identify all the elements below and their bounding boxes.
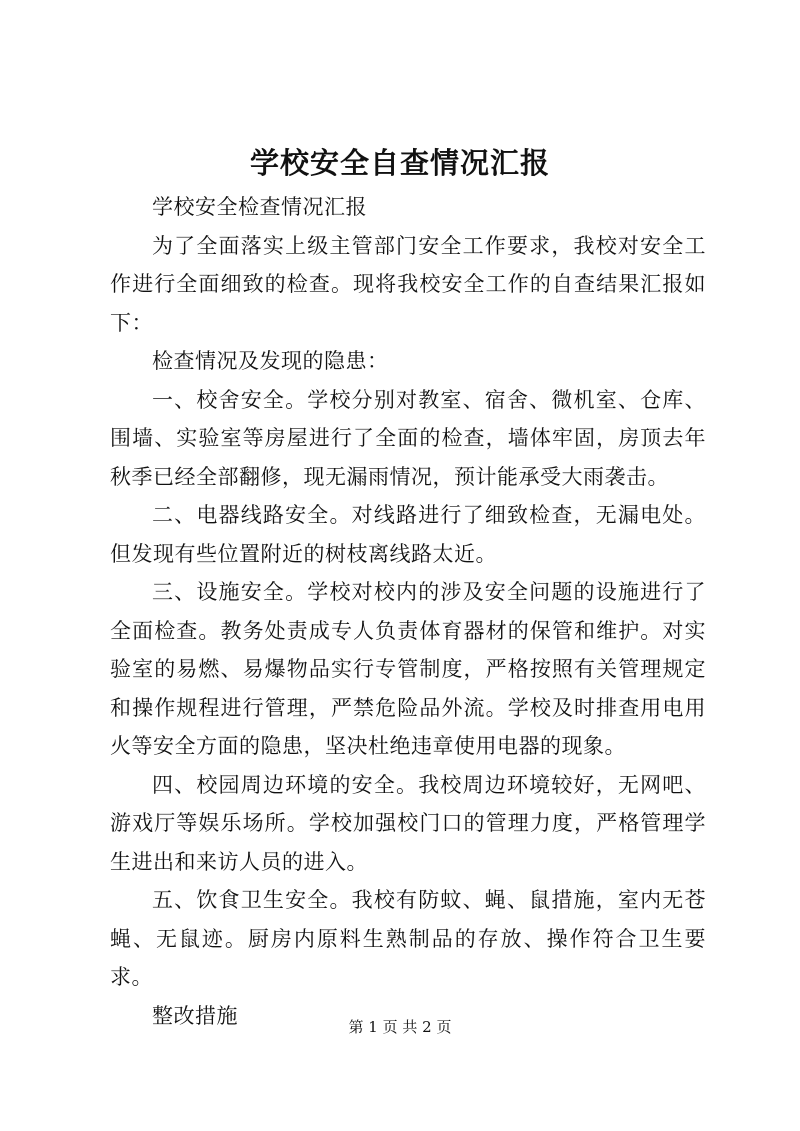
paragraph-building-safety: 一、校舍安全。学校分别对教室、宿舍、微机室、仓库、围墙、实验室等房屋进行了全面的检查，墙体牢固，房顶去年秋季已经全部翻修，现无漏雨情况，预计能承受大雨袭击。: [110, 387, 706, 489]
document-title: 学校安全自查情况汇报: [249, 146, 550, 180]
paragraph-food-hygiene: 五、饮食卫生安全。我校有防蚊、蝇、鼠措施，室内无苍蝇、无鼠迹。厨房内原料生熟制品的存放、操作符合卫生要求。: [110, 888, 706, 989]
paragraph-findings-heading: 检查情况及发现的隐患：: [152, 349, 389, 373]
paragraph-intro: 为了全面落实上级主管部门安全工作要求，我校对安全工作进行全面细致的检查。现将我校安全工作的自查结果汇报如下：: [110, 233, 706, 335]
paragraph-campus-surroundings: 四、校园周边环境的安全。我校周边环境较好，无网吧、游戏厅等娱乐场所。学校加强校门口的管理力度，严格管理学生进出和来访人员的进入。: [110, 772, 706, 874]
paragraph-facility-safety: 三、设施安全。学校对校内的涉及安全问题的设施进行了全面检查。教务处责成专人负责体育器材的保管和维护。对实验室的易燃、易爆物品实行专管制度，严格按照有关管理规定和操作规程进行管理，严禁危险品外流。学校及时排查用电用火等安全方面的隐患，坚决杜绝违章使用电器的现象。: [110, 580, 706, 758]
document-body: [110, 188, 706, 1035]
paragraph-rectification-heading: 整改措施: [152, 1003, 238, 1028]
paragraph-heading: 学校安全检查情况汇报: [152, 195, 367, 219]
page-footer: 第 1 页 共 2 页: [348, 1018, 452, 1036]
paragraph-electrical-safety: 二、电器线路安全。对线路进行了细致检查，无漏电处。但发现有些位置附近的树枝离线路太近。: [110, 503, 706, 566]
